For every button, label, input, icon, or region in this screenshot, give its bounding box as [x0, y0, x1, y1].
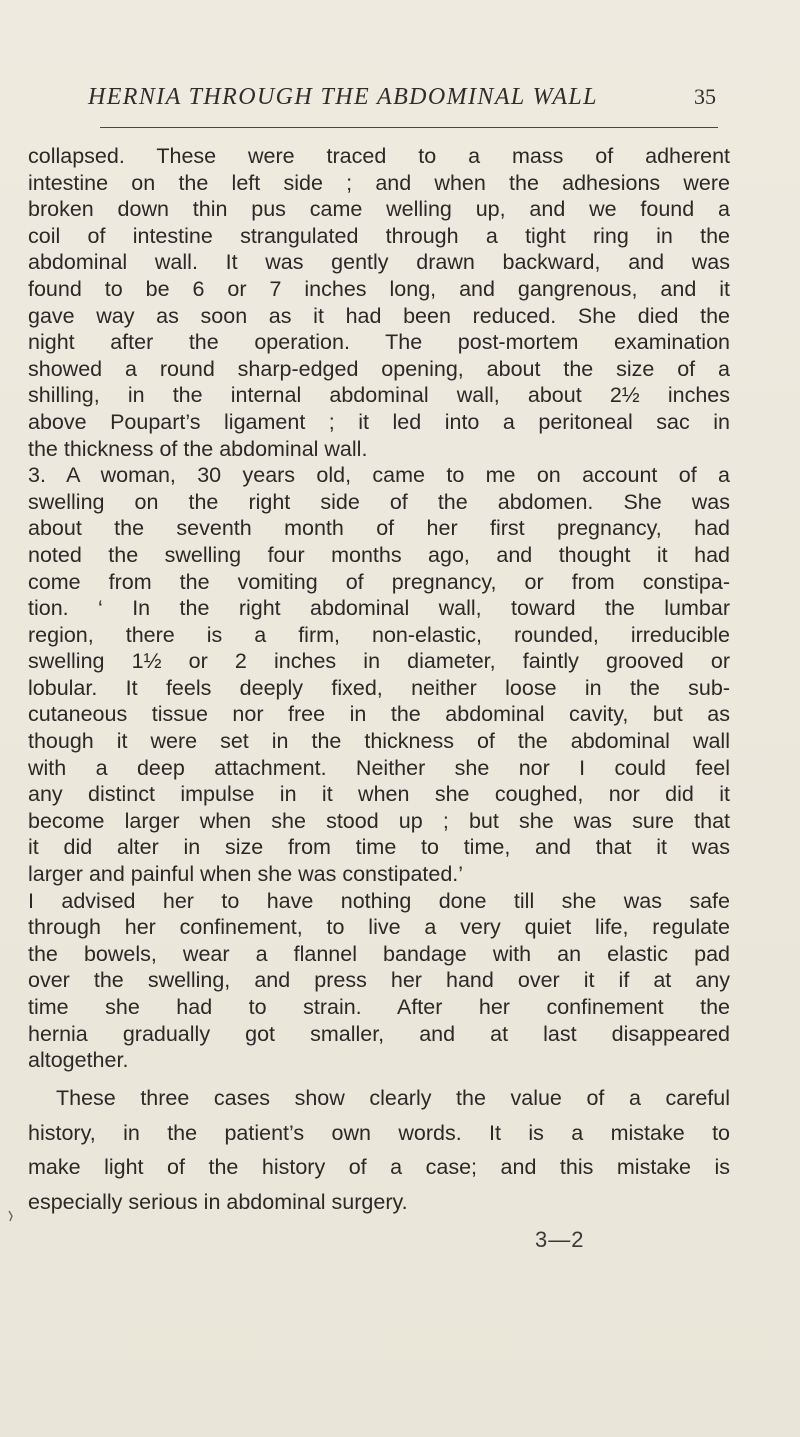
text-line: with a deep attachment. Neither she nor I could feel — [28, 755, 730, 780]
text-line: broken down thin pus came welling up, and we found a — [28, 197, 730, 222]
text-line: gave way as soon as it had been reduced. She died the — [28, 303, 730, 328]
running-head — [88, 84, 716, 118]
text-line: any distinct impulse in it when she coughed, nor did it — [28, 782, 730, 807]
text-line: make light of the history of a case; and this mistake is — [28, 1155, 730, 1179]
text-line: collapsed. These were traced to a mass of adherent — [28, 144, 730, 168]
text-line: tion. ‘ In the right abdominal wall, toward the lumbar — [28, 596, 730, 621]
text-line: coil of intestine strangulated through a tight ring in the — [28, 223, 730, 248]
text-line: cutaneous tissue nor free in the abdominal cavity, but as — [28, 702, 730, 727]
running-title: HERNIA THROUGH THE ABDOMINAL WALL — [88, 84, 598, 110]
text-line: abdominal wall. It was gently drawn backward, and was — [28, 250, 730, 275]
text-line: through her confinement, to live a very quiet life, regulate — [28, 915, 730, 940]
text-line: These three cases show clearly the value of a careful — [56, 1086, 730, 1110]
text-line: time she had to strain. After her confinement the — [28, 995, 730, 1019]
text-line: shilling, in the internal abdominal wall, about 2½ inches — [28, 383, 730, 408]
body-text — [28, 143, 730, 1074]
text-line: become larger when she stood up ; but she was sure that — [28, 808, 730, 833]
text-line: lobular. It feels deeply fixed, neither loose in the sub- — [28, 675, 730, 700]
text-line: found to be 6 or 7 inches long, and gangrenous, and it — [28, 276, 730, 301]
text-line: night after the operation. The post-mortem examination — [28, 330, 730, 355]
page-number: 35 — [694, 84, 716, 109]
text-line: showed a round sharp-edged opening, about the size of a — [28, 356, 730, 381]
text-line: it did alter in size from time to time, and that it was — [28, 835, 730, 860]
closing-paragraph — [28, 1081, 730, 1219]
text-line: altogether. — [28, 1048, 129, 1073]
text-line: the bowels, wear a flannel bandage with an elastic pad — [28, 941, 730, 966]
text-line: 3. A woman, 30 years old, came to me on account of a — [28, 463, 730, 488]
text-line: the thickness of the abdominal wall. — [28, 436, 368, 461]
text-line: region, there is a firm, non-elastic, rounded, irreducible — [28, 622, 730, 647]
text-line: history, in the patient’s own words. It is a mistake to — [28, 1120, 730, 1145]
text-line: hernia gradually got smaller, and at last disappeared — [28, 1021, 730, 1046]
text-line: over the swelling, and press her hand over it if at any — [28, 968, 730, 993]
text-line: swelling on the right side of the abdomen. She was — [28, 489, 730, 514]
text-line: I advised her to have nothing done till she was safe — [28, 888, 730, 913]
signature-mark: 3—2 — [535, 1227, 585, 1252]
text-line: come from the vomiting of pregnancy, or from constipa- — [28, 569, 730, 594]
text-line: intestine on the left side ; and when the adhesions were — [28, 170, 730, 195]
text-line: above Poupart’s ligament ; it led into a peritoneal sac in — [28, 409, 730, 434]
ink-speck — [8, 1210, 14, 1222]
text-line: noted the swelling four months ago, and thought it had — [28, 542, 730, 567]
text-line: larger and painful when she was constipated.’ — [28, 862, 464, 887]
header-rule — [100, 127, 718, 128]
text-line: swelling 1½ or 2 inches in diameter, faintly grooved or — [28, 649, 730, 674]
text-line: though it were set in the thickness of the abdominal wall — [28, 729, 730, 754]
text-line: especially serious in abdominal surgery. — [28, 1189, 408, 1214]
text-line: about the seventh month of her first pregnancy, had — [28, 516, 730, 541]
